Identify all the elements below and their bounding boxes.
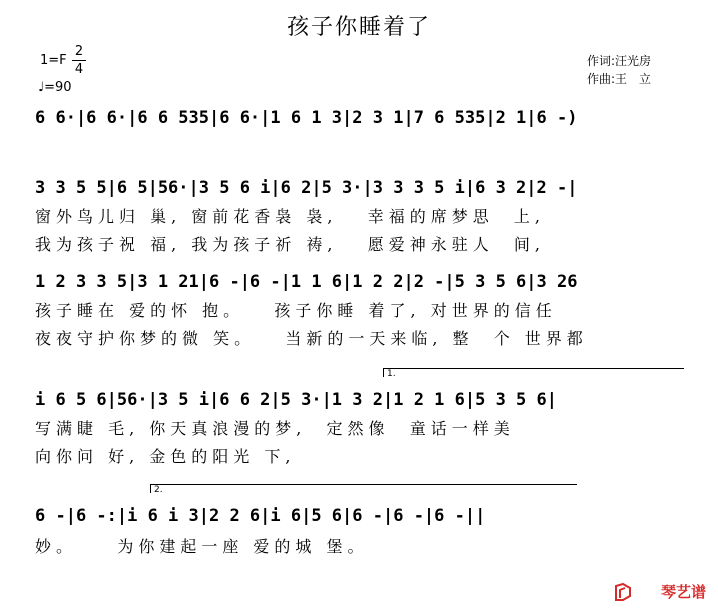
volta-bracket-2 bbox=[150, 484, 577, 493]
key-signature: 1=F bbox=[40, 53, 67, 68]
score-row-5-notes: 6 -|6 -:|i 6 i 3|2 2 6|i 6|5 6|6 -|6 -|6 -|| bbox=[35, 506, 486, 526]
time-signature-top: 2 bbox=[74, 44, 84, 59]
song-title: 孩子你睡着了 bbox=[286, 15, 431, 40]
score-row-5-lyric-1: 妙。 为你建起一座 爱的城 堡。 bbox=[35, 537, 369, 556]
time-signature bbox=[72, 44, 86, 77]
time-signature-bottom: 4 bbox=[74, 62, 84, 77]
score-row-2-lyric-1: 窗外鸟儿归 巢, 窗前花香袅 袅, 幸福的席梦思 上, bbox=[35, 207, 545, 226]
composer-credit: 作曲:王 立 bbox=[587, 72, 652, 86]
logo-icon bbox=[614, 582, 632, 602]
time-signature-divider bbox=[72, 60, 86, 61]
volta-2-label: 2. bbox=[154, 485, 163, 495]
score-row-4-lyric-1: 写满睫 毛, 你天真浪漫的梦, 定然像 童话一样美 bbox=[35, 419, 515, 438]
lyricist-credit: 作词:汪光房 bbox=[587, 54, 652, 68]
tempo-marking: ♩=90 bbox=[38, 80, 72, 95]
score-row-2-lyric-2: 我为孩子祝 福, 我为孩子祈 祷, 愿爱神永驻人 间, bbox=[35, 235, 545, 254]
score-row-1-notes: 6 6·|6 6·|6 6 535|6 6·|1 6 1 3|2 3 1|7 6 535|2 1|6 -) bbox=[35, 108, 578, 128]
score-row-3-notes: 1 2 3 3 5|3 1 21|6 -|6 -|1 1 6|1 2 2|2 -|5 3 5 6|3 26 bbox=[35, 272, 578, 292]
score-row-3-lyric-1: 孩子睡在 爱的怀 抱。 孩子你睡 着了, 对世界的信任 bbox=[35, 301, 557, 320]
score-row-3-lyric-2: 夜夜守护你梦的微 笑。 当新的一天来临, 整 个 世界都 bbox=[35, 329, 588, 348]
score-row-2-notes: 3 3 5 5|6 5|56·|3 5 6 i|6 2|5 3·|3 3 3 5 i|6 3 2|2 -| bbox=[35, 178, 578, 198]
volta-bracket-1 bbox=[383, 368, 684, 377]
score-row-4-lyric-2: 向你问 好, 金色的阳光 下, bbox=[35, 447, 296, 466]
score-row-4-notes: i 6 5 6|56·|3 5 i|6 6 2|5 3·|1 3 2|1 2 1 6|5 3 5 6| bbox=[35, 390, 557, 410]
volta-1-label: 1. bbox=[387, 369, 396, 379]
site-logo-text: 琴艺谱 bbox=[660, 583, 706, 601]
